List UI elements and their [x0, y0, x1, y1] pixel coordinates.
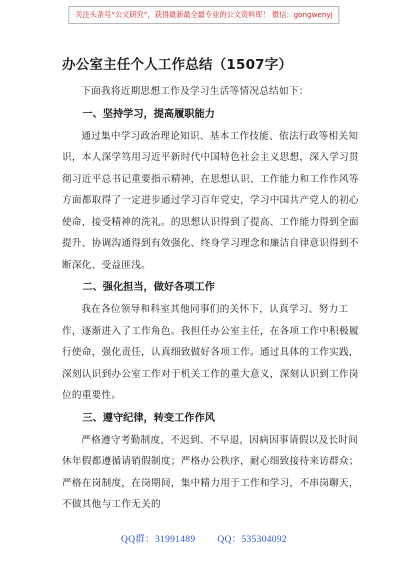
footer-qq: QQ：535304092	[217, 535, 287, 545]
section-paragraph-2: 我在各位领导和科室其他同事们的关怀下，认真学习、努力工作，逐渐进入了工作角色。我担任办公室主任，在各项工作中积极履行使命，强化责任，认真细致做好各项工作。通过具体的工作实践，深刻认识到办公室工作对于机关工作的重大意义，深刻认识到工作岗位的重要性。	[62, 304, 359, 401]
section-paragraph-1: 通过集中学习政治理论知识、基本工作技能、依法行政等相关知识，本人深学笃用习近平新时代中国特色社会主义思想，深入学习贯彻习近平总书记重要指示精神，在思想认识、工作能力和工作作风等方面都取得了一定进步通过学习百年党史，学习中国共产党人的初心使命，接受精神的洗礼。的思想认识得到了提高、工作能力得到全面提升、协调沟通得到有效强化、终身学习理念和廉洁自律意识得到不断深化、受益匪浅。	[62, 130, 359, 271]
intro-paragraph: 下面我将近期思想工作及学习生活等情况总结如下：	[81, 86, 309, 97]
section-heading-3: 三、遵守纪律，转变工作作风	[82, 412, 215, 424]
section-heading-2: 二、强化担当，做好各项工作	[82, 282, 215, 293]
section-paragraph-3: 严格遵守考勤制度，不迟到、不早退，因病因事请假以及长时间休年假都遵循请销假制度；严格办公秩序，耐心细致接待来访群众；严格在岗制度，在岗期间，集中精力用于工作和学习，不串岗聊天，不做其他与工作无关的	[62, 434, 359, 510]
top-banner: 关注头条号“公文研究”，获得最新最全最专业的公文资料库！ 微信：gongwenyj	[68, 6, 339, 24]
footer-qq-group: QQ群：31991489	[121, 535, 196, 545]
document-title: 办公室主任个人工作总结（1507字）	[62, 57, 293, 73]
document-body	[62, 56, 362, 516]
footer-contact	[0, 531, 408, 545]
section-heading-1: 一、坚持学习，提高履职能力	[82, 108, 215, 120]
